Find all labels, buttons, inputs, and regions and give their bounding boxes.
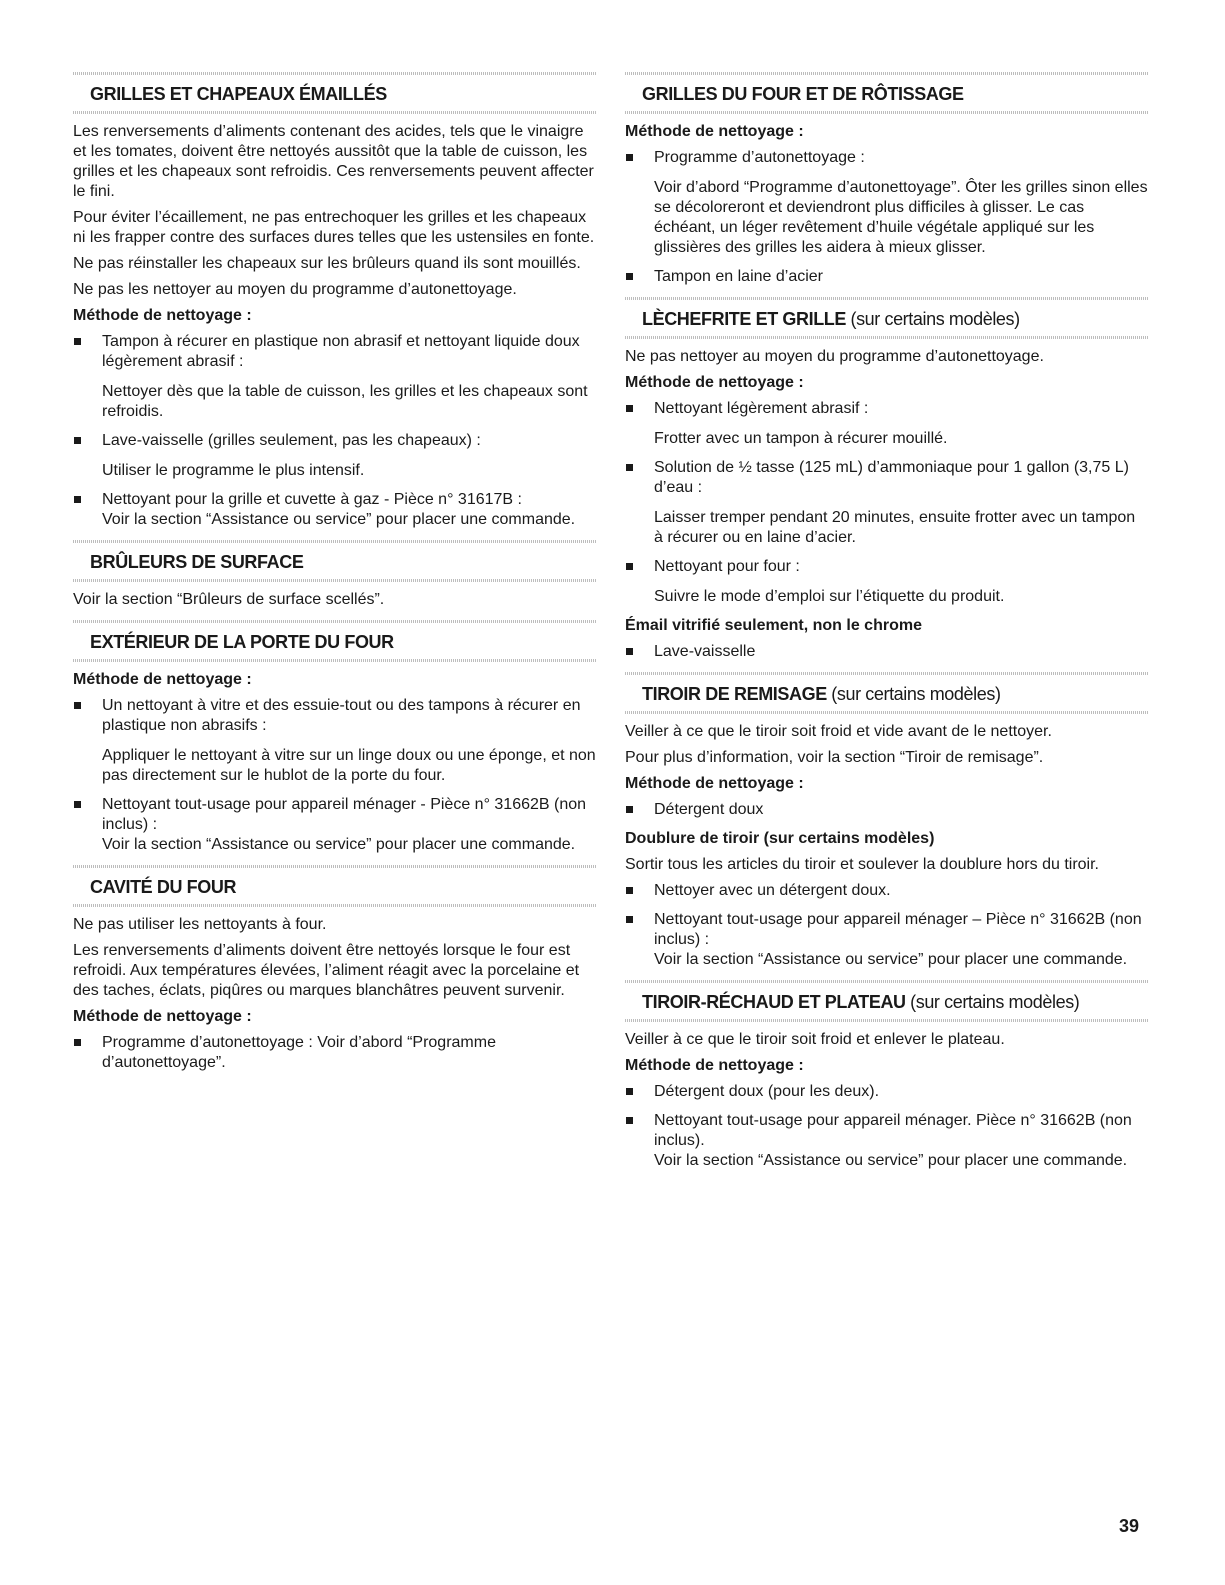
list-item xyxy=(625,1082,1148,1102)
list-item-text: Programme d’autonettoyage : xyxy=(654,149,865,166)
list-item xyxy=(625,881,1148,901)
list-item-detail: Nettoyer dès que la table de cuisson, les grilles et les chapeaux sont refroidis. xyxy=(102,383,588,420)
section-tiroir-remisage xyxy=(625,672,1148,970)
square-bullet-icon xyxy=(626,154,633,161)
list-item-text: Programme d’autonettoyage : Voir d’abord “Programme d’autonettoyage”. xyxy=(102,1034,496,1071)
list-item xyxy=(625,399,1148,449)
square-bullet-icon xyxy=(626,916,633,923)
list-item xyxy=(73,431,596,481)
section-lechefrite xyxy=(625,297,1148,662)
section-body xyxy=(73,114,596,530)
paragraph: Pour éviter l’écaillement, ne pas entrechoquer les grilles et les chapeaux ni les frapper contre des surfaces dures telles que les ustensiles en fonte. xyxy=(73,209,595,246)
paragraph: Ne pas les nettoyer au moyen du programme d’autonettoyage. xyxy=(73,281,517,298)
list-item xyxy=(73,490,596,530)
section-header xyxy=(73,620,596,662)
section-tiroir-rechaud xyxy=(625,980,1148,1171)
list-item-text: Détergent doux (pour les deux). xyxy=(654,1083,880,1100)
list-item xyxy=(625,642,1148,662)
paragraph: Veiller à ce que le tiroir soit froid et vide avant de le nettoyer. xyxy=(625,723,1052,740)
square-bullet-icon xyxy=(74,437,81,444)
bullet-list xyxy=(625,399,1148,607)
section-body xyxy=(625,114,1148,287)
list-item-text: Nettoyant pour four : xyxy=(654,558,800,575)
bullet-list xyxy=(625,800,1148,820)
method-heading: Méthode de nettoyage : xyxy=(73,307,252,324)
list-item-text: Lave-vaisselle (grilles seulement, pas les chapeaux) : xyxy=(102,432,481,449)
section-header xyxy=(625,980,1148,1022)
list-item xyxy=(625,267,1148,287)
list-item-detail: Laisser tremper pendant 20 minutes, ensuite frotter avec un tampon à récurer ou en laine d’acier. xyxy=(654,509,1136,546)
square-bullet-icon xyxy=(626,887,633,894)
list-item xyxy=(73,1033,596,1073)
section-title: BRÛLEURS DE SURFACE xyxy=(90,552,304,572)
list-item-text: Nettoyant pour la grille et cuvette à gaz - Pièce n° 31617B : xyxy=(102,491,522,508)
list-item xyxy=(625,910,1148,970)
section-header xyxy=(73,72,596,114)
section-title: GRILLES DU FOUR ET DE RÔTISSAGE xyxy=(642,84,964,104)
paragraph: Ne pas réinstaller les chapeaux sur les brûleurs quand ils sont mouillés. xyxy=(73,255,581,272)
list-item xyxy=(73,332,596,422)
section-bruleurs xyxy=(73,540,596,610)
section-exterieur-porte xyxy=(73,620,596,855)
right-column xyxy=(625,72,1148,1181)
section-body xyxy=(73,907,596,1073)
paragraph: Ne pas utiliser les nettoyants à four. xyxy=(73,916,327,933)
square-bullet-icon xyxy=(74,801,81,808)
section-grilles-chapeaux xyxy=(73,72,596,530)
section-header xyxy=(73,865,596,907)
list-item-text: Nettoyant tout-usage pour appareil ménager – Pièce n° 31662B (non inclus) : xyxy=(654,911,1142,948)
list-item-detail: Frotter avec un tampon à récurer mouillé. xyxy=(654,430,948,447)
list-item xyxy=(73,696,596,786)
bullet-list xyxy=(73,696,596,855)
square-bullet-icon xyxy=(626,1117,633,1124)
list-item-text: Voir la section “Assistance ou service” pour placer une commande. xyxy=(102,836,576,853)
list-item-text: Un nettoyant à vitre et des essuie-tout ou des tampons à récurer en plastique non abrasifs : xyxy=(102,697,581,734)
section-grilles-four xyxy=(625,72,1148,287)
bullet-list xyxy=(625,642,1148,662)
square-bullet-icon xyxy=(626,464,633,471)
square-bullet-icon xyxy=(74,702,81,709)
paragraph: Voir la section “Brûleurs de surface scellés”. xyxy=(73,591,385,608)
method-heading: Méthode de nettoyage : xyxy=(625,775,804,792)
left-column xyxy=(73,72,596,1083)
list-item-text: Solution de ½ tasse (125 mL) d’ammoniaque pour 1 gallon (3,75 L) d’eau : xyxy=(654,459,1129,496)
list-item xyxy=(73,795,596,855)
square-bullet-icon xyxy=(626,1088,633,1095)
list-item xyxy=(625,557,1148,607)
paragraph: Les renversements d’aliments doivent être nettoyés lorsque le four est refroidi. Aux températures élevées, l’aliment réagit avec la porcelaine et des taches, éclats, piqûres ou marques blanchâtres peuvent survenir. xyxy=(73,942,580,999)
paragraph: Ne pas nettoyer au moyen du programme d’autonettoyage. xyxy=(625,348,1044,365)
section-header xyxy=(625,672,1148,714)
method-heading: Méthode de nettoyage : xyxy=(625,123,804,140)
bullet-list xyxy=(73,332,596,530)
page-number: 39 xyxy=(1118,1516,1139,1536)
list-item-text: Détergent doux xyxy=(654,801,764,818)
square-bullet-icon xyxy=(74,1039,81,1046)
section-title: TIROIR-RÉCHAUD ET PLATEAU xyxy=(642,992,906,1012)
section-header xyxy=(73,540,596,582)
square-bullet-icon xyxy=(626,273,633,280)
section-body xyxy=(73,662,596,855)
list-item xyxy=(625,1111,1148,1171)
section-body xyxy=(625,339,1148,662)
section-cavite-four xyxy=(73,865,596,1073)
paragraph: Les renversements d’aliments contenant des acides, tels que le vinaigre et les tomates, doivent être nettoyés aussitôt que la table de cuisson, les grilles et les chapeaux sont refroidis. Ces renversements peuvent affecter le fini. xyxy=(73,123,594,200)
list-item-text: Nettoyant tout-usage pour appareil ménager - Pièce n° 31662B (non inclus) : xyxy=(102,796,587,833)
section-header xyxy=(625,297,1148,339)
section-title: GRILLES ET CHAPEAUX ÉMAILLÉS xyxy=(90,84,387,104)
section-body xyxy=(625,1022,1148,1171)
section-subtitle: (sur certains modèles) xyxy=(850,309,1020,329)
list-item xyxy=(625,458,1148,548)
section-body xyxy=(73,582,596,610)
list-item-text: Tampon en laine d’acier xyxy=(654,268,823,285)
list-item-text: Voir la section “Assistance ou service” pour placer une commande. xyxy=(102,511,576,528)
list-item-text: Nettoyer avec un détergent doux. xyxy=(654,882,891,899)
square-bullet-icon xyxy=(74,338,81,345)
list-item-detail: Voir d’abord “Programme d’autonettoyage”. Ôter les grilles sinon elles se décoloreront et deviendront plus difficiles à glisser. Le cas échéant, un léger revêtement d’huile végétale appliqué sur les glissières des grilles les aidera à mieux glisser. xyxy=(654,179,1148,256)
section-subtitle: (sur certains modèles) xyxy=(910,992,1080,1012)
section-title: LÈCHEFRITE ET GRILLE xyxy=(642,309,847,329)
method-heading: Méthode de nettoyage : xyxy=(73,1008,252,1025)
list-item-detail: Appliquer le nettoyant à vitre sur un linge doux ou une éponge, et non pas directement sur le hublot de la porte du four. xyxy=(102,747,596,784)
list-item xyxy=(625,148,1148,258)
bullet-list xyxy=(73,1033,596,1073)
square-bullet-icon xyxy=(626,648,633,655)
square-bullet-icon xyxy=(74,496,81,503)
paragraph: Pour plus d’information, voir la section “Tiroir de remisage”. xyxy=(625,749,1044,766)
section-header xyxy=(625,72,1148,114)
paragraph: Sortir tous les articles du tiroir et soulever la doublure hors du tiroir. xyxy=(625,856,1099,873)
square-bullet-icon xyxy=(626,563,633,570)
list-item-text: Nettoyant tout-usage pour appareil ménager. Pièce n° 31662B (non inclus). xyxy=(654,1112,1132,1149)
method-heading: Méthode de nettoyage : xyxy=(625,1057,804,1074)
paragraph: Veiller à ce que le tiroir soit froid et enlever le plateau. xyxy=(625,1031,1005,1048)
list-item-detail: Suivre le mode d’emploi sur l’étiquette du produit. xyxy=(654,588,1005,605)
bullet-list xyxy=(625,1082,1148,1171)
list-item-text: Voir la section “Assistance ou service” pour placer une commande. xyxy=(654,951,1128,968)
list-item xyxy=(625,800,1148,820)
section-title: TIROIR DE REMISAGE xyxy=(642,684,827,704)
method-heading: Méthode de nettoyage : xyxy=(73,671,252,688)
list-item-text: Voir la section “Assistance ou service” pour placer une commande. xyxy=(654,1152,1128,1169)
bullet-list xyxy=(625,881,1148,970)
section-title: CAVITÉ DU FOUR xyxy=(90,877,237,897)
method-heading: Doublure de tiroir (sur certains modèles) xyxy=(625,830,935,847)
square-bullet-icon xyxy=(626,405,633,412)
bullet-list xyxy=(625,148,1148,287)
square-bullet-icon xyxy=(626,806,633,813)
method-heading: Émail vitrifié seulement, non le chrome xyxy=(625,617,922,634)
method-heading: Méthode de nettoyage : xyxy=(625,374,804,391)
list-item-text: Lave-vaisselle xyxy=(654,643,756,660)
list-item-text: Nettoyant légèrement abrasif : xyxy=(654,400,869,417)
section-body xyxy=(625,714,1148,970)
list-item-text: Tampon à récurer en plastique non abrasif et nettoyant liquide doux légèrement abrasif : xyxy=(102,333,580,370)
list-item-detail: Utiliser le programme le plus intensif. xyxy=(102,462,365,479)
section-title: EXTÉRIEUR DE LA PORTE DU FOUR xyxy=(90,632,394,652)
section-subtitle: (sur certains modèles) xyxy=(831,684,1001,704)
